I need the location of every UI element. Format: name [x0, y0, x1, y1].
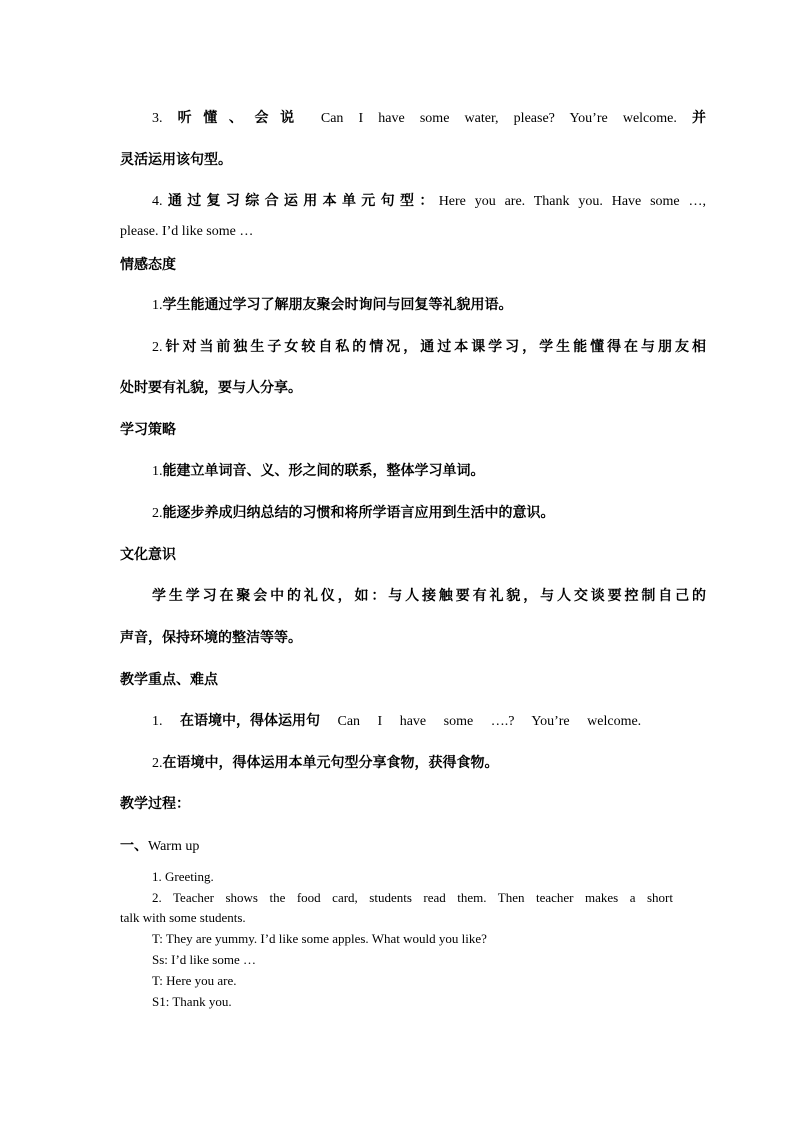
key-points-item-1-number: 1.: [152, 714, 180, 729]
objective-item-3-number: 3.: [152, 111, 178, 126]
strategy-item-2: [152, 503, 706, 524]
objective-item-4-zh: 通过复习综合运用本单元句型：: [162, 193, 439, 209]
culture-heading: 文化意识: [120, 547, 176, 563]
emotion-item-1-number: 1.: [152, 298, 163, 313]
objective-item-3-zh: 听懂、会说: [177, 110, 306, 126]
process-heading: 教学过程：: [120, 796, 190, 812]
objective-item-4-en: Here you are. Thank you. Have some …,: [438, 194, 706, 209]
emotion-item-2-text: 针对当前独生子女较自私的情况，通过本课学习，学生能懂得在与朋友相: [162, 339, 706, 355]
strategy-item-1-text: 能建立单词音、义、形之间的联系，整体学习单词。: [162, 463, 485, 479]
process-section-1-number: 一、: [120, 838, 148, 854]
objective-item-3: [152, 108, 706, 129]
process-section-1-title: Warm up: [148, 839, 200, 854]
key-points-item-1-en: Can I have some ….? You’re welcome.: [320, 714, 642, 729]
key-points-item-1-zh: 在语境中，得体运用句: [180, 713, 320, 729]
emotion-item-1-text: 学生能通过学习了解朋友聚会时询问与回复等礼貌用语。: [162, 297, 513, 313]
strategy-item-1-number: 1.: [152, 464, 163, 479]
emotion-heading: 情感态度: [120, 257, 176, 273]
process-line-2: 2. Teacher shows the food card, students read them. Then teacher makes a short: [152, 890, 673, 905]
emotion-item-1: [152, 295, 706, 316]
key-points-item-2: [152, 753, 706, 774]
culture-text-line-1: 学生学习在聚会中的礼仪，如：与人接触要有礼貌，与人交谈要控制自己的: [152, 588, 706, 604]
culture-text: [152, 586, 706, 607]
process-line-5: Ss: I’d like some …: [152, 952, 256, 967]
strategy-item-2-text: 能逐步养成归纳总结的习惯和将所学语言应用到生活中的意识。: [162, 505, 555, 521]
objective-item-4: [152, 191, 706, 212]
process-line-4: T: They are yummy. I’d like some apples. What would you like?: [152, 931, 487, 946]
objective-item-4-en-cont: please. I’d like some …: [120, 224, 254, 239]
key-points-item-1: [152, 711, 706, 732]
key-points-item-2-text: 在语境中，得体运用本单元句型分享食物，获得食物。: [162, 755, 499, 771]
objective-item-4-number: 4.: [152, 194, 163, 209]
process-line-1: 1. Greeting.: [152, 869, 214, 884]
culture-text-continuation: 声音，保持环境的整洁等等。: [120, 630, 302, 646]
objective-item-3-continuation: [120, 150, 674, 171]
objective-item-4-continuation: [120, 222, 674, 242]
process-line-3: talk with some students.: [120, 910, 246, 925]
key-points-item-2-number: 2.: [152, 756, 163, 771]
emotion-item-2-number: 2.: [152, 340, 163, 355]
strategy-item-2-number: 2.: [152, 506, 163, 521]
emotion-item-2: [152, 337, 706, 358]
key-points-heading: 教学重点、难点: [120, 672, 218, 688]
process-line-6: T: Here you are.: [152, 973, 237, 988]
strategy-item-1: [152, 461, 706, 482]
strategy-heading: 学习策略: [120, 422, 176, 438]
emotion-item-2-continuation: 处时要有礼貌，要与人分享。: [120, 380, 302, 396]
process-line-7: S1: Thank you.: [152, 994, 232, 1009]
objective-item-3-zh-end: 并: [692, 110, 706, 126]
process-section-1: [120, 836, 674, 857]
objective-item-3-en: Can I have some water, please? You’re welcome.: [305, 111, 692, 126]
objective-item-3-zh-cont: 灵活运用该句型。: [120, 152, 232, 168]
